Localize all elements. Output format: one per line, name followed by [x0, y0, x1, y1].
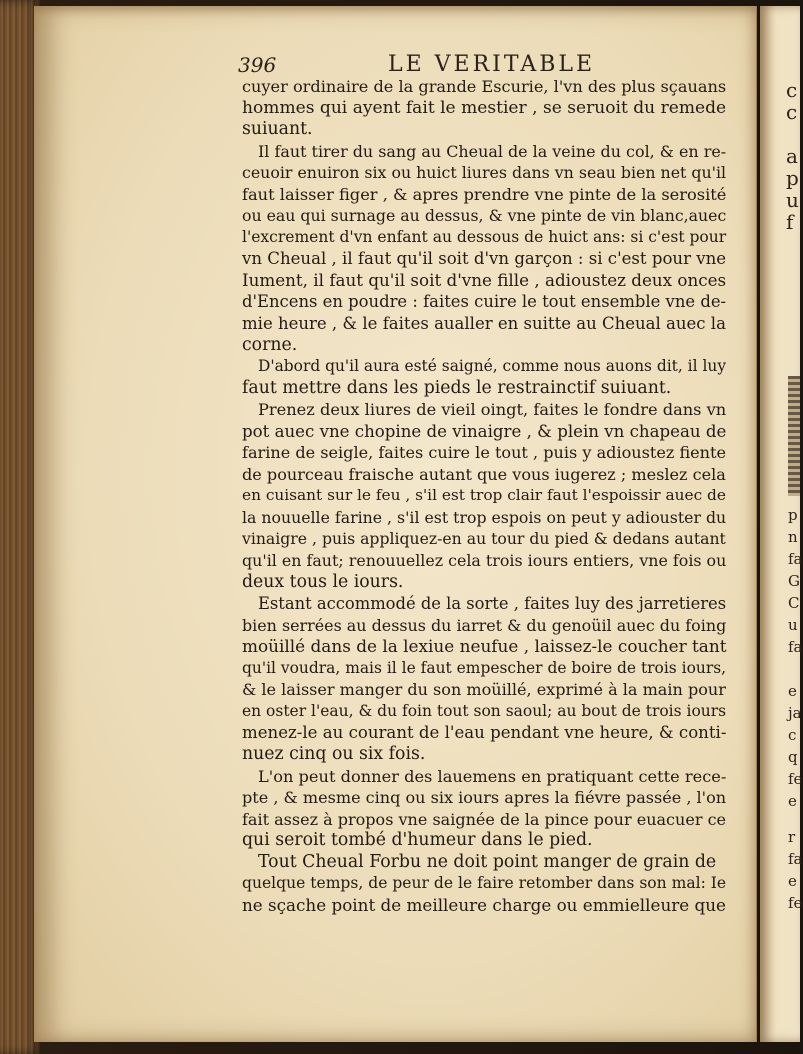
- facing-page-fragment: n: [788, 528, 798, 546]
- text-line: vn Cheual , il faut qu'il soit d'vn garçon : si c'est pour vne: [242, 249, 727, 269]
- text-line: suiuant.: [242, 119, 313, 140]
- text-line: menez-le au courant de l'eau pendant vne heure, & conti-: [242, 723, 727, 743]
- text-line: nuez cinq ou six fois.: [242, 743, 426, 764]
- facing-page-ornament: [788, 376, 800, 496]
- body-text: [242, 76, 726, 916]
- text-line: la nouuelle farine , s'il est trop espois on peut y adiouster du: [242, 507, 727, 527]
- text-line: D'abord qu'il aura esté saigné, comme nous auons dit, il luy: [258, 357, 727, 376]
- facing-page-fragment: C: [788, 594, 800, 612]
- facing-page-fragment: c: [786, 78, 798, 102]
- facing-page-fragment: u: [786, 188, 799, 212]
- text-line: farine de seigle, faites cuire le tout , puis y adioustez fiente: [242, 443, 727, 463]
- text-line: qui seroit tombé d'humeur dans le pied.: [242, 830, 593, 851]
- text-line: ne sçache point de meilleure charge ou emmielleure que: [242, 894, 726, 915]
- facing-page-fragment: p: [788, 506, 798, 524]
- text-line: d'Encens en poudre : faites cuire le tout ensemble vne de-: [242, 292, 727, 312]
- facing-page-fragment: p: [786, 166, 799, 190]
- text-line: en cuisant sur le feu , s'il est trop clair faut l'espoissir auec de: [242, 486, 726, 505]
- text-line: l'excrement d'vn enfant au dessous de huict ans: si c'est pour: [242, 227, 727, 246]
- text-line: Il faut tirer du sang au Cheual de la veine du col, & en re-: [258, 141, 727, 161]
- facing-page-fragment: G: [788, 572, 800, 590]
- facing-page-fragment: e: [788, 682, 797, 700]
- facing-page-fragment: fe: [788, 894, 803, 912]
- facing-page-edge: [760, 6, 803, 1042]
- text-line: faut mettre dans les pieds le restrainctif suiuant.: [242, 377, 672, 398]
- text-line: deux tous le iours.: [242, 571, 404, 592]
- text-line: vinaigre , puis appliquez-en au tour du pied & dedans autant: [242, 529, 726, 549]
- facing-page-fragment: fe: [788, 770, 803, 788]
- page-number: 396: [238, 53, 277, 77]
- text-line: cuyer ordinaire de la grande Escurie, l'vn des plus sçauans: [242, 77, 727, 96]
- text-line: fait assez à propos vne saignée de la pince pour euacuer ce: [242, 809, 727, 829]
- facing-page-fragment: r: [788, 828, 796, 846]
- text-line: Iument, il faut qu'il soit d'vne fille , adioustez deux onces: [242, 269, 727, 290]
- facing-page-fragment: ja: [788, 704, 802, 722]
- text-line: de pourceau fraische autant que vous iugerez ; meslez cela: [242, 464, 726, 484]
- text-line: qu'il en faut; renouuellez cela trois iours entiers, vne fois ou: [242, 551, 727, 571]
- text-line: pte , & mesme cinq ou six iours apres la fiévre passée , l'on: [242, 788, 727, 808]
- facing-page-fragment: c: [786, 100, 798, 124]
- facing-page-fragment: e: [788, 792, 797, 810]
- facing-page-fragment: u: [788, 616, 798, 634]
- facing-page-fragment: a: [786, 144, 798, 168]
- text-line: corne.: [242, 334, 298, 355]
- text-line: L'on peut donner des lauemens en pratiquant cette rece-: [258, 766, 727, 786]
- text-line: Prenez deux liures de vieil oingt, faites le fondre dans vn: [258, 400, 727, 420]
- running-head: LE VERITABLE: [388, 52, 596, 77]
- facing-page-fragment: c: [788, 726, 797, 744]
- text-line: & le laisser manger du son moüillé, exprimé à la main pour: [242, 680, 726, 700]
- text-line: ceuoir enuiron six ou huict liures dans vn seau bien net qu'il: [242, 163, 727, 183]
- text-line: faut laisser figer , & apres prendre vne pinte de la serosité: [242, 184, 727, 204]
- facing-page-fragment: f: [786, 210, 794, 234]
- text-line: en oster l'eau, & du foin tout son saoul; au bout de trois iours: [242, 701, 727, 720]
- text-line: quelque temps, de peur de le faire retomber dans son mal: Ie: [242, 874, 727, 893]
- text-line: moüillé dans de la lexiue neufue , laissez-le coucher tant: [242, 636, 727, 657]
- text-line: hommes qui ayent fait le mestier , se seruoit du remede: [242, 97, 727, 118]
- facing-page-fragment: q: [788, 748, 798, 766]
- facing-page-fragment: fa: [788, 638, 803, 656]
- text-line: pot auec vne chopine de vinaigre , & plein vn chapeau de: [242, 421, 727, 441]
- text-line: Tout Cheual Forbu ne doit point manger de grain de: [258, 851, 717, 872]
- facing-page-fragment: fa: [788, 550, 803, 568]
- facing-page-fragment: fa: [788, 850, 803, 868]
- facing-page-fragment: e: [788, 872, 797, 890]
- text-line: qu'il voudra, mais il le faut empescher de boire de trois iours,: [242, 658, 727, 677]
- text-line: ou eau qui surnage au dessus, & vne pinte de vin blanc,auec: [242, 206, 727, 226]
- text-line: bien serrées au dessus du iarret & du genoüil auec du foing: [242, 615, 727, 635]
- text-line: Estant accommodé de la sorte , faites luy des jarretieres: [258, 594, 727, 614]
- text-line: mie heure , & le faites aualler en suitte au Cheual auec la: [242, 314, 726, 334]
